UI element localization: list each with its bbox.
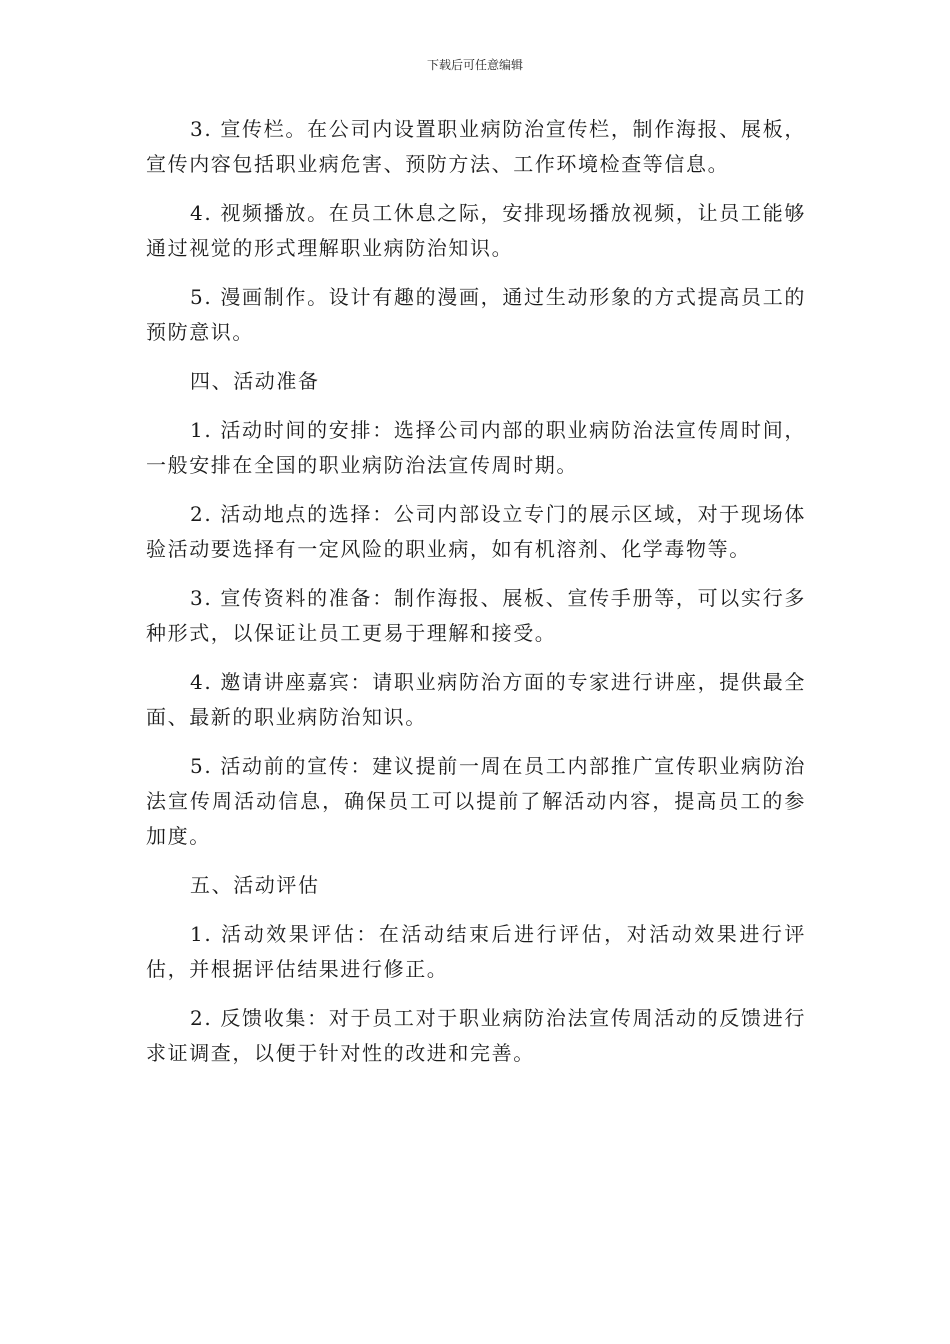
page-header-note: 下载后可任意编辑 [426,58,523,72]
paragraph-prep-1-time: 1. 活动时间的安排：选择公司内部的职业病防治法宣传周时间，一般安排在全国的职业病防治法宣传周时期。 [146,418,806,477]
paragraph-item-3-bulletin-board: 3. 宣传栏。在公司内设置职业病防治宣传栏，制作海报、展板，宣传内容包括职业病危害、预防方法、工作环境检查等信息。 [146,117,806,176]
section-heading-evaluation: 五、活动评估 [190,873,320,897]
section-heading-preparation: 四、活动准备 [190,369,320,393]
paragraph-eval-1-effect: 1. 活动效果评估：在活动结束后进行评估，对活动效果进行评估，并根据评估结果进行修正。 [146,922,806,981]
paragraph-item-5-comics: 5. 漫画制作。设计有趣的漫画，通过生动形象的方式提高员工的预防意识。 [146,285,806,344]
paragraph-prep-3-materials: 3. 宣传资料的准备：制作海报、展板、宣传手册等，可以实行多种形式，以保证让员工更易于理解和接受。 [146,586,806,645]
paragraph-prep-2-location: 2. 活动地点的选择：公司内部设立专门的展示区域，对于现场体验活动要选择有一定风险的职业病，如有机溶剂、化学毒物等。 [146,502,806,561]
paragraph-item-4-video: 4. 视频播放。在员工休息之际，安排现场播放视频，让员工能够通过视觉的形式理解职业病防治知识。 [146,201,806,260]
paragraph-prep-5-promotion: 5. 活动前的宣传：建议提前一周在员工内部推广宣传职业病防治法宣传周活动信息，确保员工可以提前了解活动内容，提高员工的参加度。 [146,754,806,848]
paragraph-prep-4-speakers: 4. 邀请讲座嘉宾：请职业病防治方面的专家进行讲座，提供最全面、最新的职业病防治知识。 [146,670,806,729]
document-body [146,112,806,1085]
paragraph-eval-2-feedback: 2. 反馈收集：对于员工对于职业病防治法宣传周活动的反馈进行求证调查，以便于针对性的改进和完善。 [146,1006,806,1065]
